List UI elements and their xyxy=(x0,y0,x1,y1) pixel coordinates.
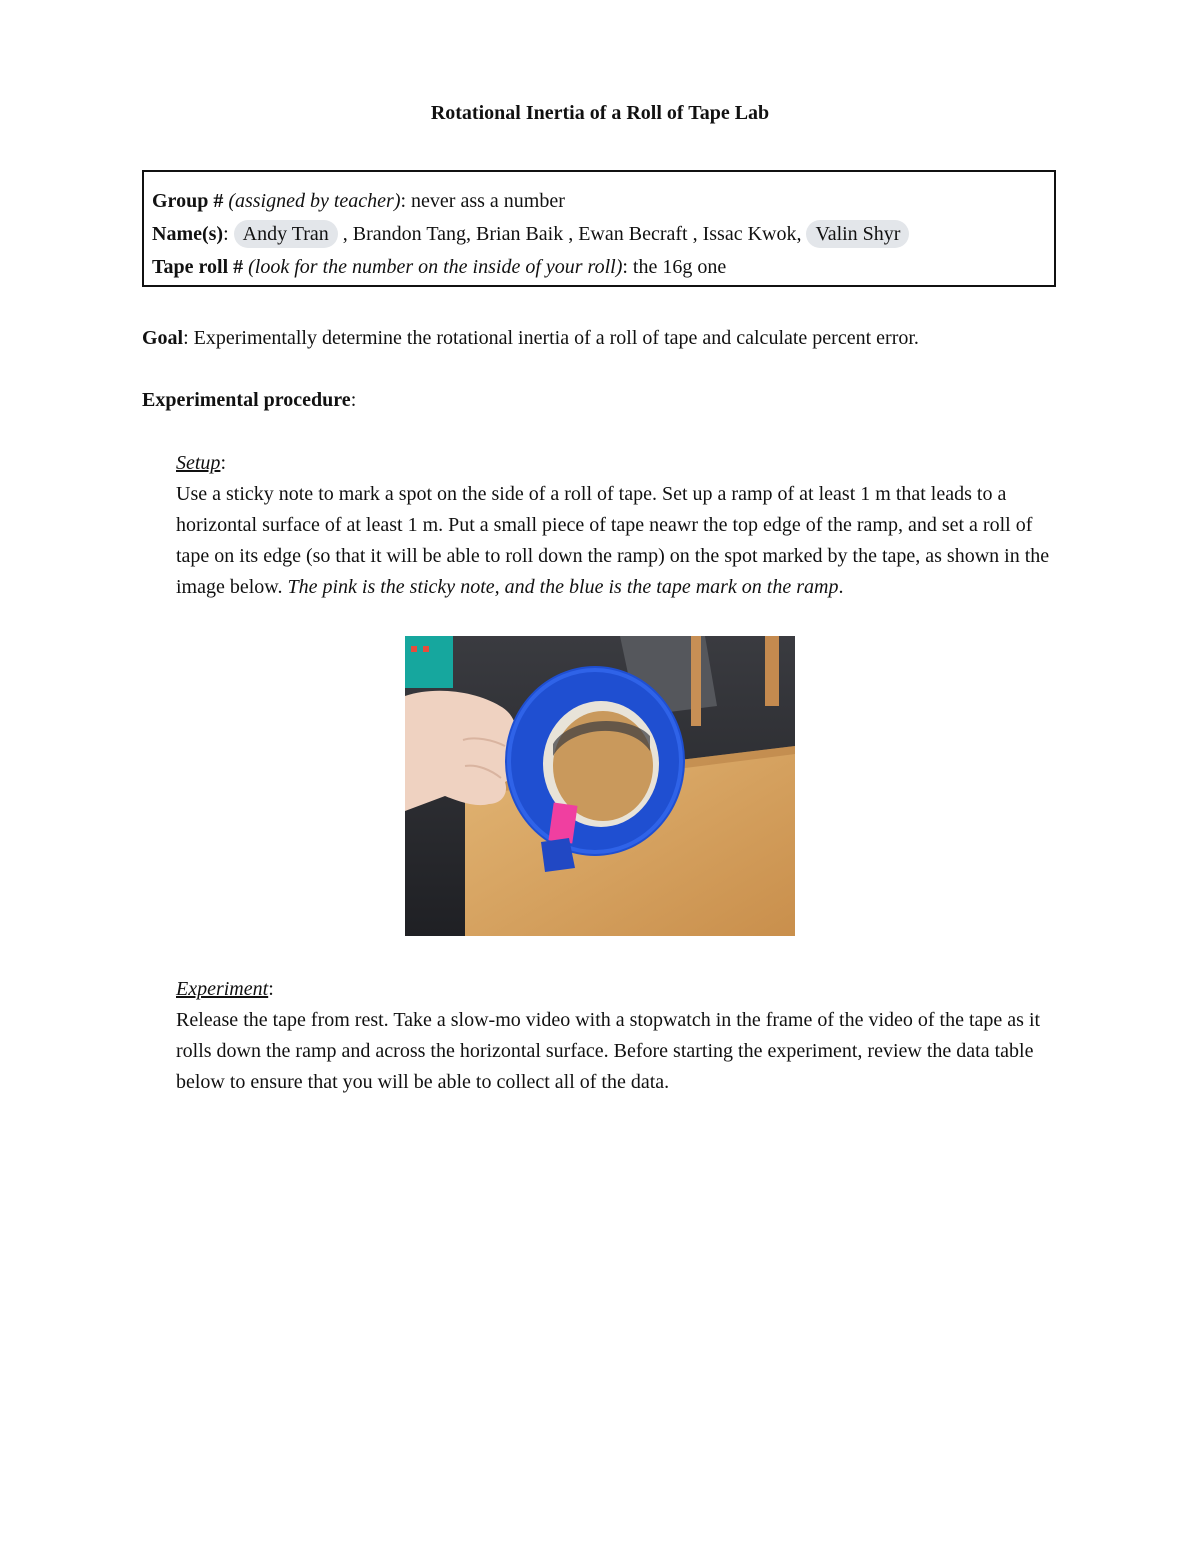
names-list: , Brandon Tang, Brian Baik , Ewan Becraft , Issac Kwok, xyxy=(337,223,807,245)
names-label: Name(s) xyxy=(152,223,224,245)
experiment-paragraph xyxy=(176,1005,1056,1098)
procedure-heading xyxy=(142,385,356,416)
group-line xyxy=(152,185,1054,218)
procedure-heading-colon: : xyxy=(350,389,357,411)
page-title: Rotational Inertia of a Roll of Tape Lab xyxy=(430,102,770,124)
goal-label: Goal xyxy=(142,327,184,349)
experiment-text: Release the tape from rest. Take a slow-mo video with a stopwatch in the frame of the video of the tape as it rolls down the ramp and across the horizontal surface. Before starting the experiment, review the data table below to ensure that you will be able to collect all of the data. xyxy=(176,1009,1041,1093)
setup-heading-colon: : xyxy=(220,452,226,474)
group-hint: (assigned by teacher) xyxy=(228,190,401,212)
procedure-heading-text: Experimental procedure xyxy=(142,389,351,411)
setup-text: Use a sticky note to mark a spot on the side of a roll of tape. Set up a ramp of at least 1 m that leads to a horizontal surface of at least 1 m. Put a small piece of tape neawr the top edge of the ramp, and set a roll of tape on its edge (so that it will be able to roll down the ramp) on the spot marked by the tape, as shown in the image below. xyxy=(176,483,1050,598)
setup-paragraph xyxy=(176,479,1066,603)
tape-hint: (look for the number on the inside of your roll) xyxy=(248,256,623,278)
teal-box xyxy=(405,636,453,688)
hand xyxy=(405,691,518,811)
names-line xyxy=(152,218,1054,251)
setup-heading-text: Setup xyxy=(176,452,221,474)
tape-label: Tape roll # xyxy=(152,256,244,278)
tape-value: : the 16g one xyxy=(622,256,727,278)
group-info-box xyxy=(142,170,1056,287)
experiment-heading xyxy=(176,974,274,1005)
names-colon: : xyxy=(223,223,234,245)
name-chip-valin[interactable]: Valin Shyr xyxy=(806,220,909,248)
name-chip-andy[interactable]: Andy Tran xyxy=(234,220,338,248)
tape-line xyxy=(152,251,1054,284)
setup-heading xyxy=(176,448,226,479)
goal-paragraph xyxy=(142,323,1062,354)
goal-text: : Experimentally determine the rotational inertia of a roll of tape and calculate percent error. xyxy=(183,327,919,349)
group-label: Group # xyxy=(152,190,224,212)
experiment-heading-colon: : xyxy=(268,978,274,1000)
setup-caption-italic: The pink is the sticky note, and the blue is the tape mark on the ramp xyxy=(287,576,839,598)
group-value: : never ass a number xyxy=(400,190,565,212)
setup-text-end: . xyxy=(838,576,844,598)
tape-roll-photo xyxy=(405,636,795,936)
ramp-tape-mark xyxy=(541,838,575,872)
experiment-heading-text: Experiment xyxy=(176,978,269,1000)
